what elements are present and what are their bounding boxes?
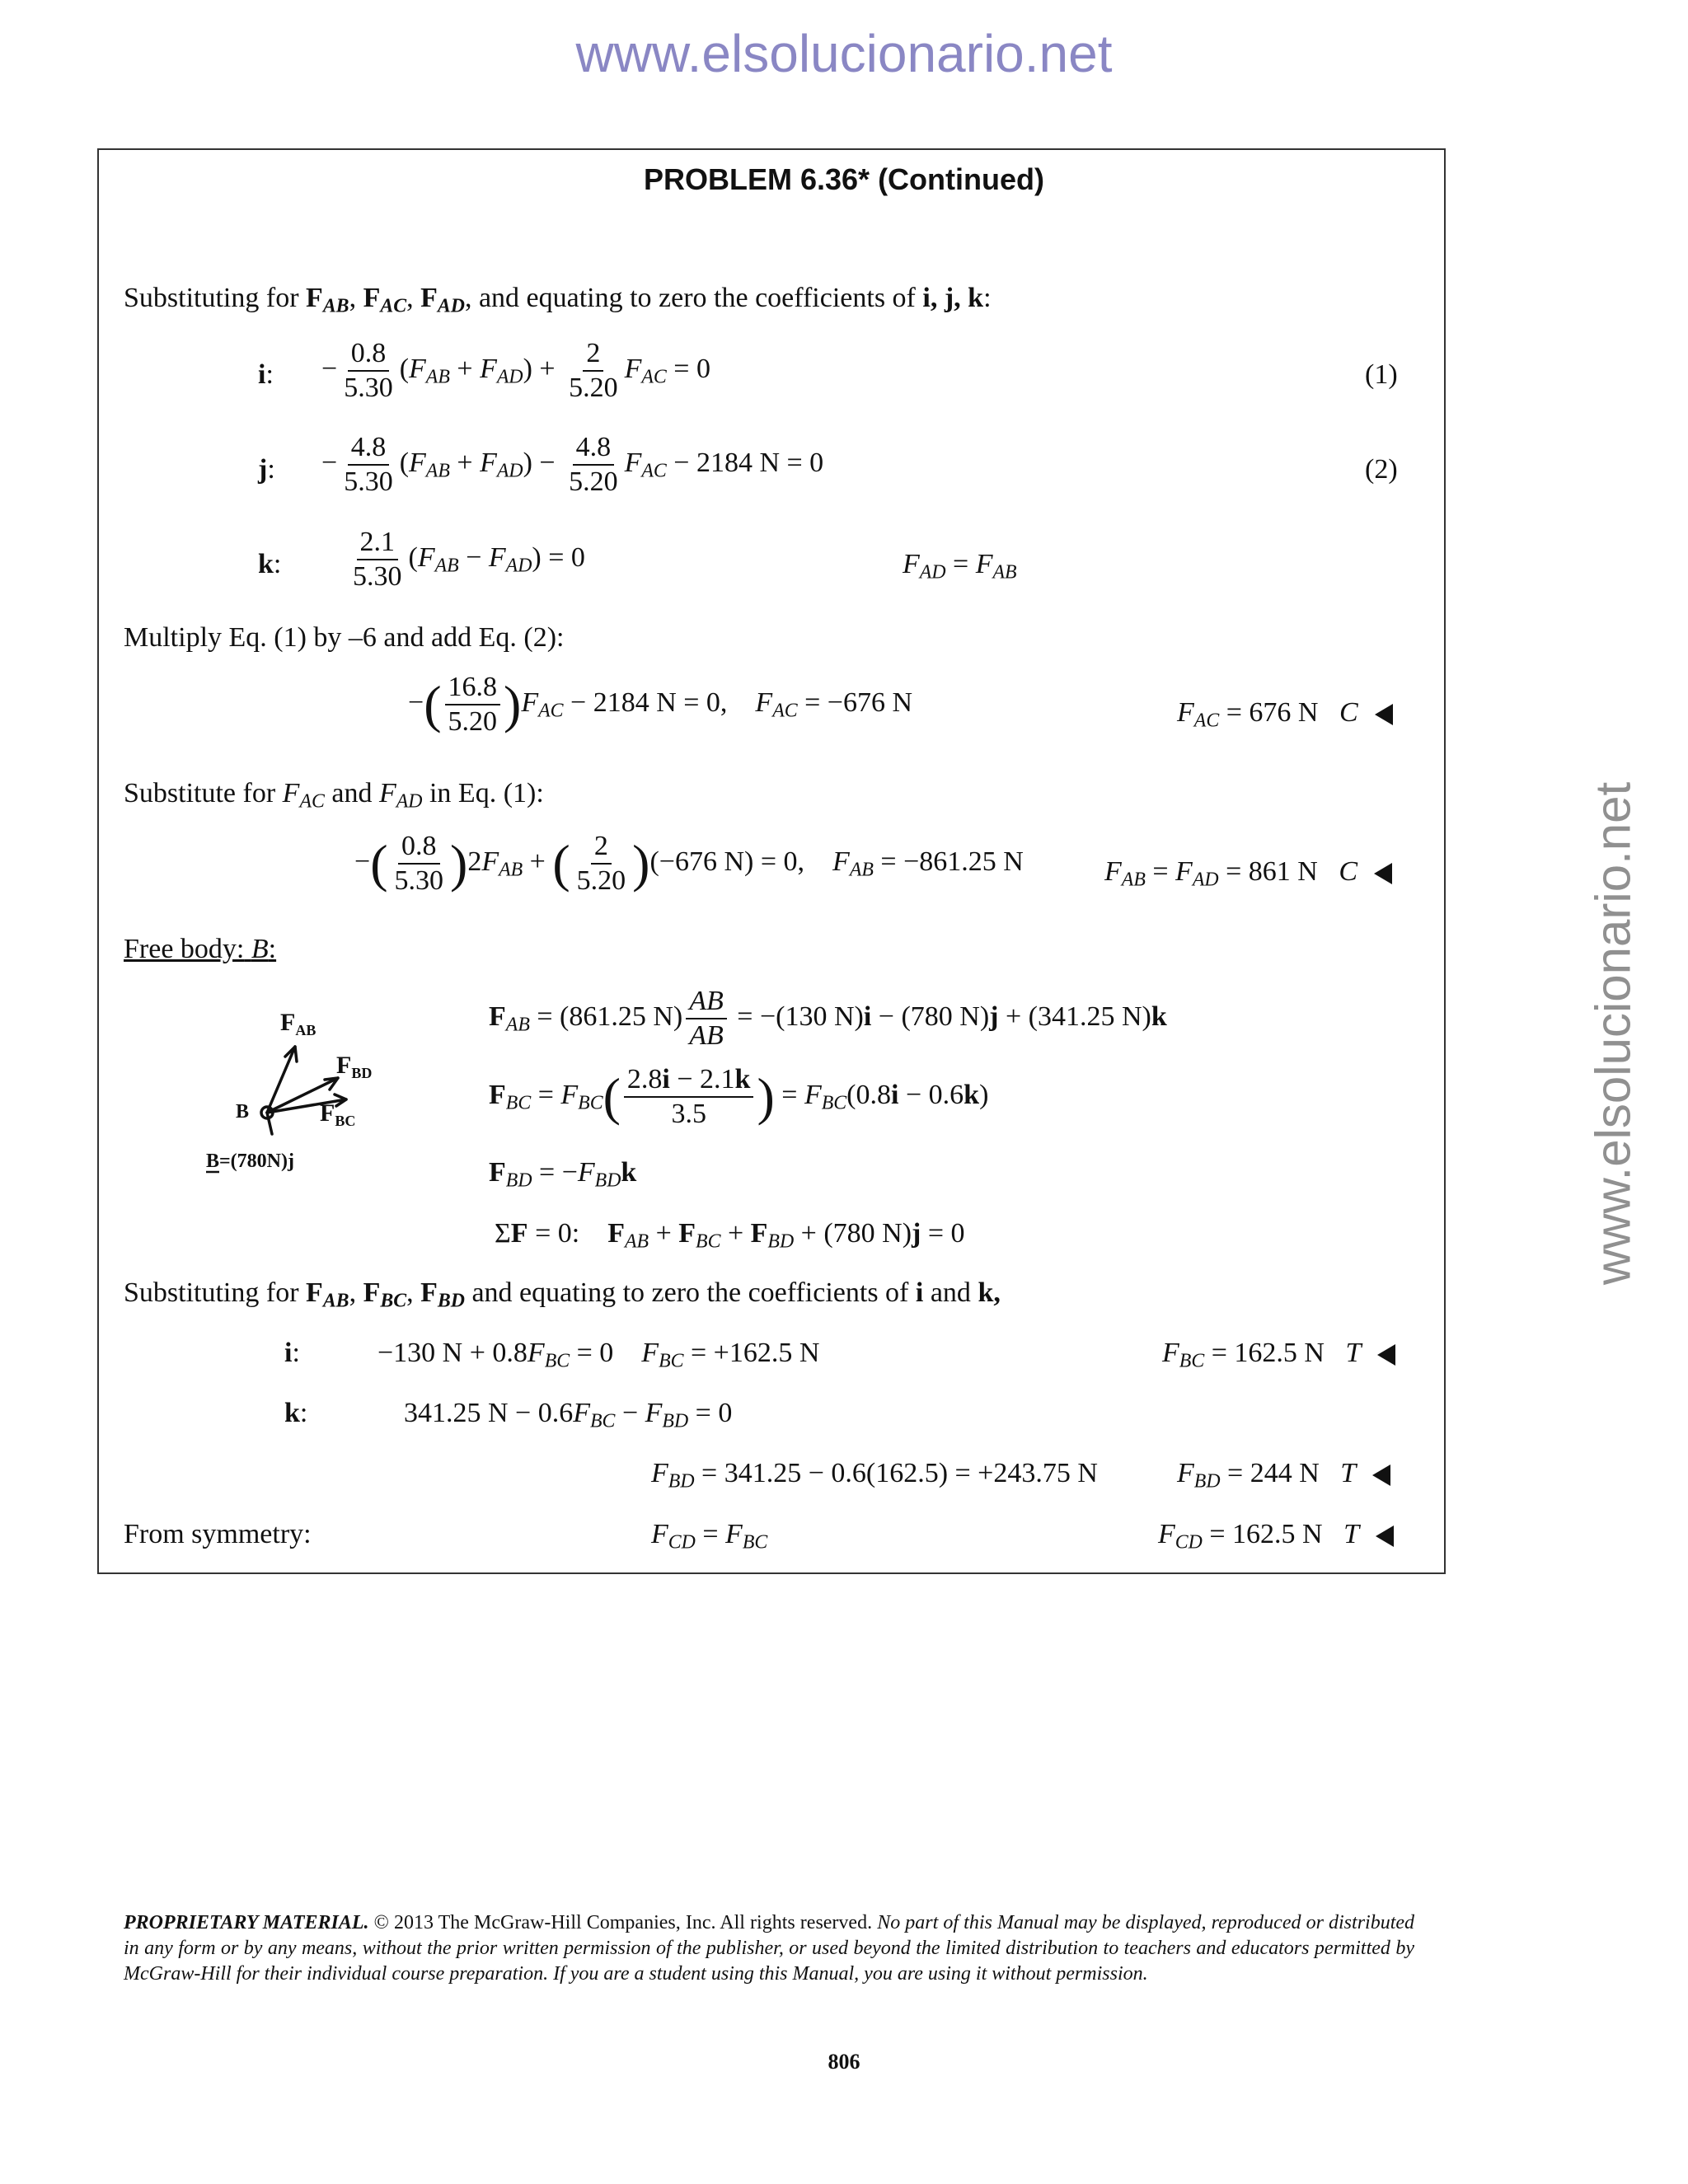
equation-fbc-vector: $F_{BC} = F_{BC}$( $\frac{2.8i - 2.1k}{3.5}$ ) = $F_{BC}(0.8i - 0.6k)$ (489, 1064, 989, 1129)
fab-arrow (267, 1047, 295, 1113)
result-fcd: $F_{CD} = 162.5$ N T (1158, 1521, 1394, 1549)
result-fac: $F_{AC} = 676$ N C (1177, 699, 1393, 727)
footer-text: No part of this Manual may be displayed, reproduced or distributed in any form or by any means, without the prior written permission of the publisher, or used beyond the limited distribution to teachers and educators permitted by McGraw-Hill for their individual course preparation. If you are a student using this Manual, you are using it without permission. (124, 1912, 1415, 1985)
equation-2-tag: (2) (1365, 454, 1398, 485)
sketch-label-load: B=(780N)j (206, 1151, 294, 1172)
equation-1-tag: (1) (1365, 359, 1398, 390)
substitute-text: Substitute for $F_{AC}$ and $F_{AD}$ in Eq. (1): (124, 778, 544, 813)
eq2-i-label: i: (284, 1338, 300, 1368)
result-fbc: $F_{BC} = 162.5$ N T (1162, 1339, 1395, 1367)
section2-intro: Substituting for $F_{AB}$, $F_{BC}$, $F_{BD}$ and equating to zero the coefficients of i and k, (124, 1277, 1001, 1312)
equation-fbc: −130 $N + 0.8F_{BC} = 0$ $F_{BC} = +162.5$ N (377, 1338, 820, 1372)
equation-2: − $\frac{4.8}{5.30}$ $(F_{AB} + F_{AD})$ − $\frac{4.8}{5.20}$ $F_{AC} - 2184$ N = 0 (321, 432, 824, 497)
equation-sum-forces: ΣF = 0: $F_{AB} + F_{BC} + F_{BD} + (780$ N)j = 0 (495, 1218, 965, 1253)
equation-fcd: $F_{CD} = F_{BC}$ (651, 1519, 768, 1554)
eq-i-label: i: (258, 359, 274, 390)
result-fab: $F_{AB} = F_{AD} = 861$ N C (1104, 858, 1392, 886)
section1-intro: Substituting for $F_{AB}$, $F_{AC}$, $F_{AD}$, and equating to zero the coefficients of i, j, k: (124, 283, 992, 317)
sketch-label-b: B (236, 1101, 250, 1122)
sketch-label-fbc: $F_{BC}$ (320, 1099, 356, 1129)
answer-marker (1372, 1465, 1390, 1486)
footer-lead: PROPRIETARY MATERIAL. (124, 1912, 369, 1933)
equation-fab: −( $\frac{0.8}{5.30}$ )$2F_{AB}$ + ( $\frac{2}{5.20}$ )(−676 N) = 0, $F_{AB} = -861.25$ N (354, 831, 1024, 896)
problem-title: PROBLEM 6.36* (Continued) (643, 162, 1045, 196)
symmetry-text: From symmetry: (124, 1519, 312, 1549)
answer-marker (1377, 1344, 1395, 1366)
equation-fbd-vector: $F_{BD} = -F_{BD}k$ (489, 1157, 637, 1192)
page-number: 806 (828, 2050, 860, 2074)
answer-marker (1376, 1526, 1394, 1547)
equation-fbd-value: $F_{BD} = 341.25 - 0.6(162.5) = +243.75$ N (651, 1458, 1098, 1493)
sketch-label-fbd: $F_{BD}$ (336, 1052, 373, 1081)
equation-fab-vector: $F_{AB} = (861.25$ N) $\frac{AB}{AB}$ = −(130 N)i − (780 N)j + (341.25 N)k (489, 986, 1167, 1051)
multiply-text: Multiply Eq. (1) by –6 and add Eq. (2): (124, 622, 565, 653)
answer-marker (1374, 863, 1392, 884)
answer-marker (1375, 704, 1393, 725)
watermark-side-text: www.elsolucionario.net (1585, 781, 1641, 1286)
free-body-heading: Free body: B: (124, 934, 277, 964)
watermark-top: www.elsolucionario.net (575, 24, 1113, 83)
result-fbd: $F_{BD} = 244$ N T (1177, 1460, 1390, 1488)
eq-j-label: j: (258, 454, 275, 485)
fad-equals-fab: $F_{AD} = F_{AB}$ (903, 549, 1017, 583)
eq-k-label: k: (258, 549, 282, 579)
equation-1: − $\frac{0.8}{5.30}$ $(F_{AB} + F_{AD})$ + $\frac{2}{5.20}$ $F_{AC} = 0$ (321, 338, 710, 403)
eq2-k-label: k: (284, 1398, 308, 1428)
equation-3: $\frac{2.1}{5.30}$ $(F_{AB} - F_{AD}) = 0$ (353, 527, 585, 592)
equation-fbd: 341.25 $N - 0.6F_{BC} - F_{BD} = 0$ (404, 1398, 733, 1432)
free-body-sketch (198, 997, 396, 1195)
footer-copyright: © 2013 The McGraw-Hill Companies, Inc. All rights reserved. (373, 1912, 873, 1933)
footer-notice (124, 1910, 1414, 1987)
equation-fac: −( $\frac{16.8}{5.20}$ )$F_{AC} - 2184$ N = 0, $F_{AC} = -676$ N (408, 672, 913, 737)
sketch-label-fab: $F_{AB}$ (280, 1009, 316, 1038)
